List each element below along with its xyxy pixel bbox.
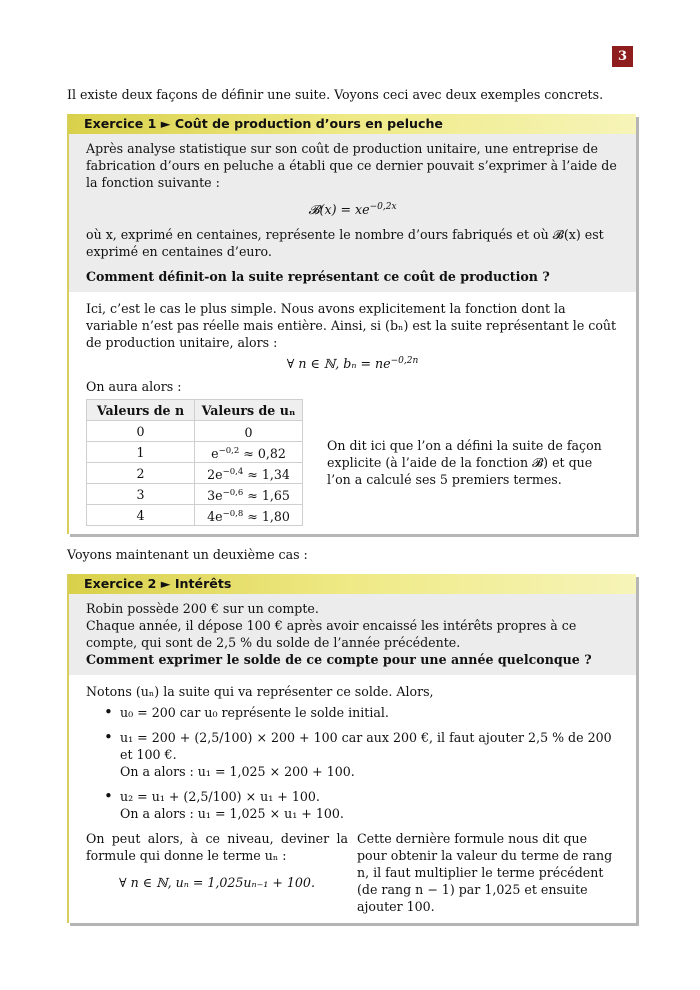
exercise-2-answer [69,675,636,923]
intro-text: Il existe deux façons de définir une suite. Voyons ceci avec deux exemples concrets. [67,87,604,102]
exercise-1-answer-text: Ici, c’est le cas le plus simple. Nous avons explicitement la fonction dont la variable n’est pas réelle mais entière. Ainsi, si (bₙ) est la suite représentant le coût de production unitaire, alors : [86,301,617,351]
table-row [87,505,303,526]
list-item: • u₀ = 200 car u₀ représente le solde initial. [104,704,619,721]
table-row [87,484,303,505]
exercise-2-statement [69,594,636,675]
exercise-1-statement-text: Après analyse statistique sur son coût de production unitaire, une entreprise de fabrication d’ours en peluche a établi que ce dernier pouvait s’exprimer à l’aide de la fonction suivante : [86,141,617,190]
exercise-1-sequence-formula: ∀ n ∈ ℕ, $b_n = ne^{-0,2n}$ [286,356,419,372]
list-item: • u₂ = u₁ + (2,5/100) × u₁ + 100. On a alors : u₁ = 1,025 × u₁ + 100. [104,788,619,822]
table-cell-un: $4e^{-0,8} \approx 1,80$ [195,505,303,526]
table-cell-n: 1 [87,442,195,463]
table-header-n: Valeurs de n [87,400,195,421]
table-cell-n: 2 [87,463,195,484]
exercise-2-left-column [86,830,348,915]
table-cell-un: 0 [195,421,303,442]
values-table [86,399,303,526]
exercise-1-table-intro: On aura alors : [86,379,182,395]
list-item: • u₁ = 200 + (2,5/100) × 200 + 100 car aux 200 €, il faut ajouter 2,5 % de 200 et 100 €. On a alors : u₁ = 1,025 × 200 + 100. [104,729,619,780]
table-header-un: Valeurs de uₙ [195,400,303,421]
exercise-1-function-formula: 𝓑(x) = $xe^{-0,2x}$ [308,202,397,218]
exercise-2-right-column [357,830,619,915]
exercise-1-answer [69,292,636,534]
transition-text: Voyons maintenant un deuxième cas : [67,547,308,562]
exercise-1-title: Exercice 1 ► Coût de production d’ours en peluche [69,114,636,134]
exercise-1-variable-description: où x, exprimé en centaines, représente le nombre d’ours fabriqués et où 𝓑(x) est exprimé en centaines d’euro. [86,227,604,260]
table-cell-n: 4 [87,505,195,526]
table-cell-un: $e^{-0,2} \approx 0,82$ [195,442,303,463]
table-row [87,442,303,463]
exercise-2-answer-intro: Notons (uₙ) la suite qui va représenter ce solde. Alors, [86,684,434,699]
exercise-1-side-note: On dit ici que l’on a défini la suite de façon explicite (à l’aide de la fonction 𝓑) et que l’on a calculé ses 5 premiers termes. [327,438,602,488]
exercise-2-left-text: On peut alors, à ce niveau, deviner la formule qui donne le terme uₙ : [86,831,348,863]
exercise-1-question: Comment définit-on la suite représentant ce coût de production ? [86,269,550,285]
exercise-2-statement-line-2: Chaque année, il dépose 100 € après avoir encaissé les intérêts propres à ce compte, qui sont de 2,5 % du solde de l’année précédente. [86,618,577,650]
exercise-2-question: Comment exprimer le solde de ce compte pour une année quelconque ? [86,652,592,667]
exercise-1-statement [69,134,636,292]
table-row [87,421,303,442]
table-cell-n: 3 [87,484,195,505]
exercise-1-box [67,114,636,534]
table-cell-n: 0 [87,421,195,442]
exercise-1-table-area [86,399,619,526]
page-number: 3 [612,46,633,67]
exercise-2-conclusion [86,830,619,915]
exercise-2-box [67,574,636,923]
table-cell-un: $3e^{-0,6} \approx 1,65$ [195,484,303,505]
exercise-2-recurrence-formula: ∀ n ∈ ℕ, uₙ = 1,025uₙ₋₁ + 100. [119,875,315,890]
table-row [87,463,303,484]
exercise-2-statement-line-1: Robin possède 200 € sur un compte. [86,601,319,616]
exercise-2-steps-list [86,704,619,822]
exercise-2-right-text: Cette dernière formule nous dit que pour obtenir la valeur du terme de rang n, il faut multiplier le terme précédent (de rang n − 1) par 1,025 et ensuite ajouter 100. [357,831,613,914]
table-cell-un: $2e^{-0,4} \approx 1,34$ [195,463,303,484]
exercise-2-title: Exercice 2 ► Intérêts [69,574,636,594]
